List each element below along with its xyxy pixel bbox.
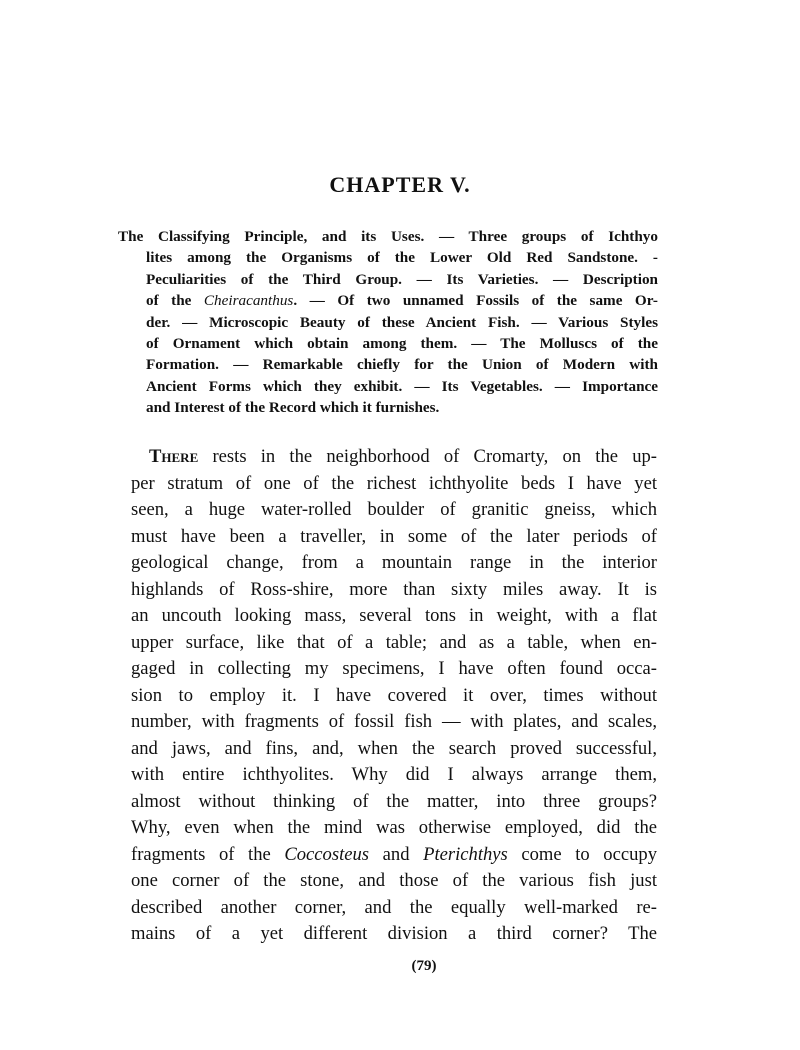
body-line: one corner of the stone, and those of the various fish just xyxy=(131,870,657,891)
body-line: seen, a huge water-rolled boulder of granitic gneiss, which xyxy=(131,499,657,520)
body-line: must have been a traveller, in some of the later periods of xyxy=(131,525,657,547)
summary-line: of the Cheiracanthus. — Of two unnamed Fossils of the same Or- xyxy=(146,292,658,310)
summary-line: Peculiarities of the Third Group. — Its Varieties. — Description xyxy=(146,270,658,288)
summary-line: The Classifying Principle, and its Uses. — Three groups of Ichthyo xyxy=(118,228,658,245)
summary-line: and Interest of the Record which it furnishes. xyxy=(146,399,440,417)
lead-word: There xyxy=(149,446,199,467)
body-line: number, with fragments of fossil fish — with plates, and scales, xyxy=(131,711,657,732)
summary-line: Formation. — Remarkable chiefly for the Union of Modern with xyxy=(146,356,658,374)
body-paragraph xyxy=(131,444,657,948)
body-line: geological change, from a mountain range in the interior xyxy=(131,552,657,573)
body-line: with entire ichthyolites. Why did I always arrange them, xyxy=(131,764,657,785)
body-line: fragments of the Coccosteus and Pterichthys come to occupy xyxy=(131,843,657,865)
chapter-title: CHAPTER V. xyxy=(329,172,471,197)
body-line: gaged in collecting my specimens, I have often found occa- xyxy=(131,658,657,679)
page-number-text: (79) xyxy=(411,958,437,974)
body-line: Why, even when the mind was otherwise employed, did the xyxy=(131,817,657,838)
body-line: highlands of Ross-shire, more than sixty miles away. It is xyxy=(131,578,657,600)
summary-line: Ancient Forms which they exhibit. — Its Vegetables. — Importance xyxy=(146,377,658,395)
first-line-text: rests in the neighborhood of Cromarty, on the up- xyxy=(212,446,657,467)
chapter-summary xyxy=(118,226,658,419)
summary-line: lites among the Organisms of the Lower Old Red Sandstone. - xyxy=(146,249,658,267)
body-line: described another corner, and the equally well-marked re- xyxy=(131,896,657,918)
body-line xyxy=(131,444,657,471)
page-number xyxy=(0,958,800,975)
body-line: per stratum of one of the richest ichthyolite beds I have yet xyxy=(131,472,657,494)
body-line: and jaws, and fins, and, when the search proved successful, xyxy=(131,737,657,759)
body-line: sion to employ it. I have covered it over, times without xyxy=(131,684,657,706)
summary-line: of Ornament which obtain among them. — The Molluscs of the xyxy=(146,334,658,352)
summary-line: der. — Microscopic Beauty of these Ancient Fish. — Various Styles xyxy=(146,313,658,331)
body-line: an uncouth looking mass, several tons in weight, with a flat xyxy=(131,605,657,626)
body-line: upper surface, like that of a table; and as a table, when en- xyxy=(131,631,657,653)
body-line: mains of a yet different division a third corner? The xyxy=(131,923,657,944)
body-line: almost without thinking of the matter, into three groups? xyxy=(131,790,657,812)
